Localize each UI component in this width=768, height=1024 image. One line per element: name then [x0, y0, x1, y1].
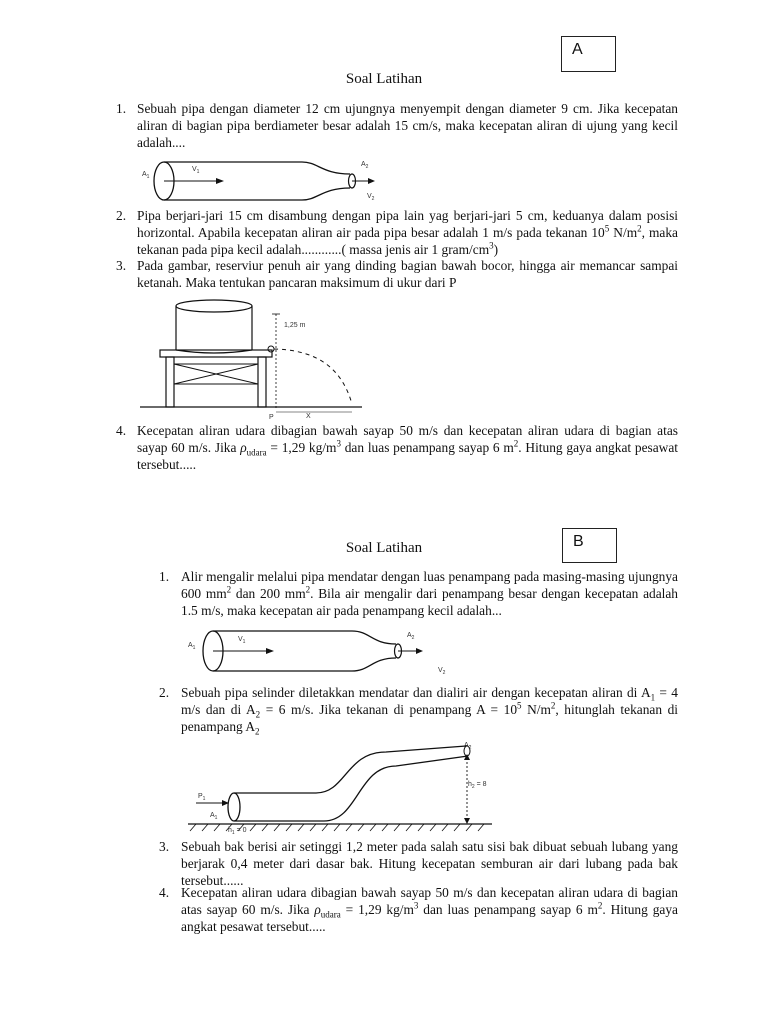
section-a-label-box	[561, 36, 616, 72]
svg-text:P: P	[269, 414, 274, 421]
section-a-label: A	[572, 41, 583, 58]
svg-text:V2: $V_2$	[438, 667, 446, 676]
section-b-question-1	[159, 568, 678, 619]
question-number: 2.	[159, 685, 170, 700]
section-b-question-2	[159, 684, 678, 735]
section-b-label: B	[573, 533, 584, 550]
question-number: 1.	[159, 569, 170, 584]
svg-text:h2 = 8: $h_2 = 8$	[468, 781, 487, 790]
question-text: Sebuah bak berisi air setinggi 1,2 meter pada salah satu sisi bak dibuat sebuah lubang yang berjarak 0,4 meter dari dasar bak. Hitung kecepatan semburan air dari lubang pada bak tersebut......	[181, 839, 678, 888]
svg-text:A1: $A_1$	[142, 171, 150, 180]
question-text: Alir mengalir melalui pipa mendatar dengan luas penampang pada masing-masing ujungnya 600 $mm^2$ dan 200 $mm^2$. Bila air mengalir dari penampang besar dengan kecepatan adalah 1.5 m/s, maka kecepatan air pada penampang kecil adalah...	[181, 569, 679, 618]
question-number: 1.	[116, 101, 127, 116]
svg-text:A2: $A_2$	[464, 742, 472, 751]
question-text: Sebuah pipa selinder diletakkan mendatar dan dialiri air dengan kecepatan aliran di $A_1 = 4$ m/s dan di $A_2 = 6$ m/s. Jika tekanan di penampang $A = 10^5$ $N/m^2$, hitunglah tekanan di penampang $A_2$	[181, 685, 679, 737]
pipe-narrowing-diagram-b	[182, 624, 452, 682]
svg-text:P1: $P_1$	[198, 793, 206, 802]
water-reservoir-diagram	[140, 292, 370, 422]
question-number: 3.	[159, 839, 170, 854]
section-a-question-2	[116, 207, 678, 258]
svg-text:V1: $V_1$	[192, 166, 200, 175]
section-a-question-3	[116, 257, 678, 291]
section-a-question-1	[116, 100, 678, 151]
question-number: 4.	[116, 423, 127, 438]
svg-text:h1 = 0: $h_1 = 0$	[228, 827, 247, 836]
question-text: Sebuah pipa dengan diameter 12 cm ujungnya menyempit dengan diameter 9 cm. Jika kecepatan aliran di bagian pipa berdiameter besar adalah 15 cm/s, maka kecepatan aliran di ujung yang kecil adalah....	[137, 101, 678, 150]
section-b-question-4	[159, 884, 678, 935]
svg-text:1,25 m: 1,25 m	[284, 322, 306, 329]
question-text: Kecepatan aliran udara dibagian bawah sayap 50 m/s dan kecepatan aliran udara di bagian atas sayap 60 m/s. Jika $\rho_{udara} = 1,29$ $kg/m^3$ dan luas penampang sayap 6 $m^2$. Hitung gaya angkat pesawat tersebut.....	[137, 423, 678, 472]
question-number: 2.	[116, 208, 127, 223]
section-b-title: Soal Latihan	[345, 540, 423, 556]
svg-text:A2: $A_2$	[361, 161, 369, 170]
pipe-narrowing-diagram-a	[140, 152, 400, 206]
question-text: Pada gambar, reserviur penuh air yang dinding bagian bawah bocor, hingga air memancar sampai ketanah. Maka tentukan pancaran maksimum di ukur dari P	[137, 258, 678, 290]
question-number: 4.	[159, 885, 170, 900]
svg-text:A2: $A_2$	[407, 632, 415, 641]
section-a-title: Soal Latihan	[345, 71, 423, 87]
question-number: 3.	[116, 258, 127, 273]
svg-text:A1: $A_1$	[188, 642, 196, 651]
rising-pipe-diagram	[186, 738, 496, 838]
svg-text:A1: $A_1$	[210, 812, 218, 821]
question-text: Kecepatan aliran udara dibagian bawah sayap 50 m/s dan kecepatan aliran udara di bagian atas sayap 60 m/s. Jika $\rho_{udara} = 1,29$ $kg/m^3$ dan luas penampang sayap 6 $m^2$. Hitung gaya angkat pesawat tersebut.....	[181, 885, 678, 934]
svg-text:X: X	[306, 413, 311, 420]
section-a-question-4	[116, 422, 678, 473]
svg-text:V1: $V_1$	[238, 636, 246, 645]
section-b-question-3	[159, 838, 678, 889]
svg-text:V2: $V_2$	[367, 193, 375, 202]
question-text: Pipa berjari-jari 15 cm disambung dengan pipa lain yag berjari-jari 5 cm, keduanya dalam posisi horizontal. Apabila kecepatan aliran air pada pipa besar adalah 1 m/s pada tekanan $10^5$ $N/m^2$, maka tekanan pada pipa kecil adalah............( massa jenis air 1 gram/$cm^3$)	[137, 208, 678, 257]
